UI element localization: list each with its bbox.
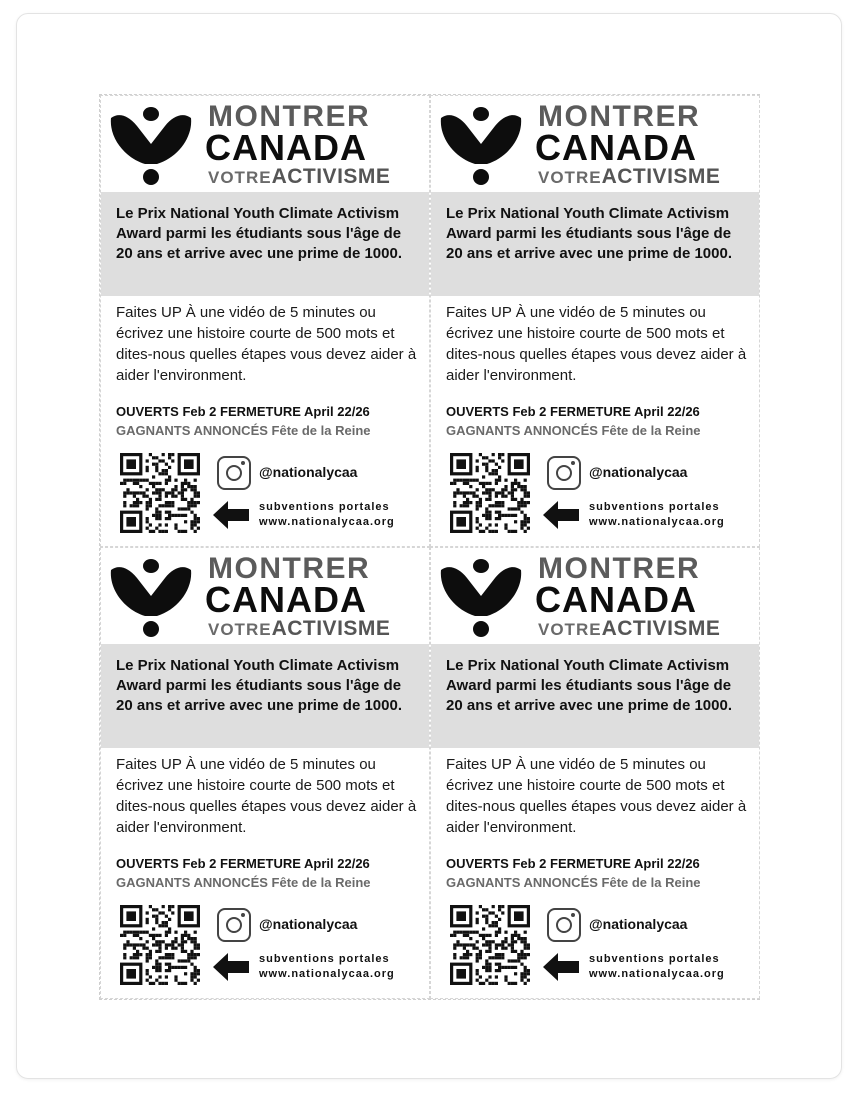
flyer-sheet xyxy=(99,94,760,1000)
social-handle: @nationalycaa xyxy=(589,916,688,932)
arrow-left-icon xyxy=(543,952,579,982)
brand-line-canada: CANADA xyxy=(535,579,697,620)
body-text: Faites UP À une vidéo de 5 minutes ou écrivez une histoire courte de 500 mots et dites-nous quelles étapes vous devez aider à aider l'environment. xyxy=(446,304,747,384)
portal-url: www.nationalycaa.org xyxy=(589,968,725,980)
winners-line: GAGNANTS ANNONCÉS Fête de la Reine xyxy=(116,423,371,438)
qr-code xyxy=(450,905,530,985)
portal-label: subventions portales xyxy=(589,953,720,965)
social-handle: @nationalycaa xyxy=(259,916,358,932)
social-handle: @nationalycaa xyxy=(589,464,688,480)
headline-band: Le Prix National Youth Climate Activism Award parmi les étudiants sous l'âge de 20 ans et arrive avec une prime de 1000. xyxy=(431,192,759,296)
portal-label: subventions portales xyxy=(589,501,720,513)
body-text: Faites UP À une vidéo de 5 minutes ou écrivez une histoire courte de 500 mots et dites-nous quelles étapes vous devez aider à aider l'environment. xyxy=(446,756,747,836)
portal-url: www.nationalycaa.org xyxy=(259,516,395,528)
brand-line-activisme xyxy=(208,167,390,189)
flyer-card xyxy=(430,547,760,999)
qr-code xyxy=(120,905,200,985)
arrow-left-icon xyxy=(543,500,579,530)
brand-votre: VOTRE xyxy=(538,620,602,639)
brand-votre: VOTRE xyxy=(538,168,602,187)
dates-line: OUVERTS Feb 2 FERMETURE April 22/26 xyxy=(446,856,700,871)
portal-url: www.nationalycaa.org xyxy=(259,968,395,980)
brand-activisme: ACTIVISME xyxy=(271,165,391,188)
person-check-logo xyxy=(107,104,195,186)
flyer-card xyxy=(100,547,430,999)
brand-activisme: ACTIVISME xyxy=(271,617,391,640)
brand-line-montrer: MONTRER xyxy=(538,552,701,585)
instagram-icon xyxy=(217,456,251,490)
arrow-left-icon xyxy=(213,952,249,982)
brand-line-canada: CANADA xyxy=(205,579,367,620)
brand-activisme: ACTIVISME xyxy=(601,617,721,640)
arrow-left-icon xyxy=(213,500,249,530)
flyer-card xyxy=(430,95,760,547)
headline-band: Le Prix National Youth Climate Activism Award parmi les étudiants sous l'âge de 20 ans et arrive avec une prime de 1000. xyxy=(431,644,759,748)
dates-line: OUVERTS Feb 2 FERMETURE April 22/26 xyxy=(116,404,370,419)
qr-code xyxy=(450,453,530,533)
brand-line-montrer: MONTRER xyxy=(208,100,371,133)
brand-activisme: ACTIVISME xyxy=(601,165,721,188)
person-check-logo xyxy=(437,556,525,638)
dates-line: OUVERTS Feb 2 FERMETURE April 22/26 xyxy=(446,404,700,419)
body-text: Faites UP À une vidéo de 5 minutes ou écrivez une histoire courte de 500 mots et dites-nous quelles étapes vous devez aider à aider l'environment. xyxy=(116,756,417,836)
portal-info xyxy=(259,952,395,982)
qr-code xyxy=(120,453,200,533)
portal-label: subventions portales xyxy=(259,953,390,965)
winners-line: GAGNANTS ANNONCÉS Fête de la Reine xyxy=(446,875,701,890)
instagram-icon xyxy=(547,908,581,942)
instagram-icon xyxy=(217,908,251,942)
headline-band: Le Prix National Youth Climate Activism Award parmi les étudiants sous l'âge de 20 ans et arrive avec une prime de 1000. xyxy=(101,192,429,296)
flyer-card xyxy=(100,95,430,547)
brand-line-activisme xyxy=(538,619,720,641)
brand-line-canada: CANADA xyxy=(205,127,367,168)
portal-info xyxy=(589,952,725,982)
person-check-logo xyxy=(437,104,525,186)
social-handle: @nationalycaa xyxy=(259,464,358,480)
portal-label: subventions portales xyxy=(259,501,390,513)
instagram-icon xyxy=(547,456,581,490)
brand-votre: VOTRE xyxy=(208,620,272,639)
person-check-logo xyxy=(107,556,195,638)
portal-info xyxy=(589,500,725,530)
winners-line: GAGNANTS ANNONCÉS Fête de la Reine xyxy=(446,423,701,438)
portal-info xyxy=(259,500,395,530)
brand-line-montrer: MONTRER xyxy=(208,552,371,585)
brand-line-montrer: MONTRER xyxy=(538,100,701,133)
brand-line-activisme xyxy=(208,619,390,641)
brand-votre: VOTRE xyxy=(208,168,272,187)
brand-line-canada: CANADA xyxy=(535,127,697,168)
dates-line: OUVERTS Feb 2 FERMETURE April 22/26 xyxy=(116,856,370,871)
brand-line-activisme xyxy=(538,167,720,189)
winners-line: GAGNANTS ANNONCÉS Fête de la Reine xyxy=(116,875,371,890)
body-text: Faites UP À une vidéo de 5 minutes ou écrivez une histoire courte de 500 mots et dites-nous quelles étapes vous devez aider à aider l'environment. xyxy=(116,304,417,384)
portal-url: www.nationalycaa.org xyxy=(589,516,725,528)
headline-band: Le Prix National Youth Climate Activism Award parmi les étudiants sous l'âge de 20 ans et arrive avec une prime de 1000. xyxy=(101,644,429,748)
